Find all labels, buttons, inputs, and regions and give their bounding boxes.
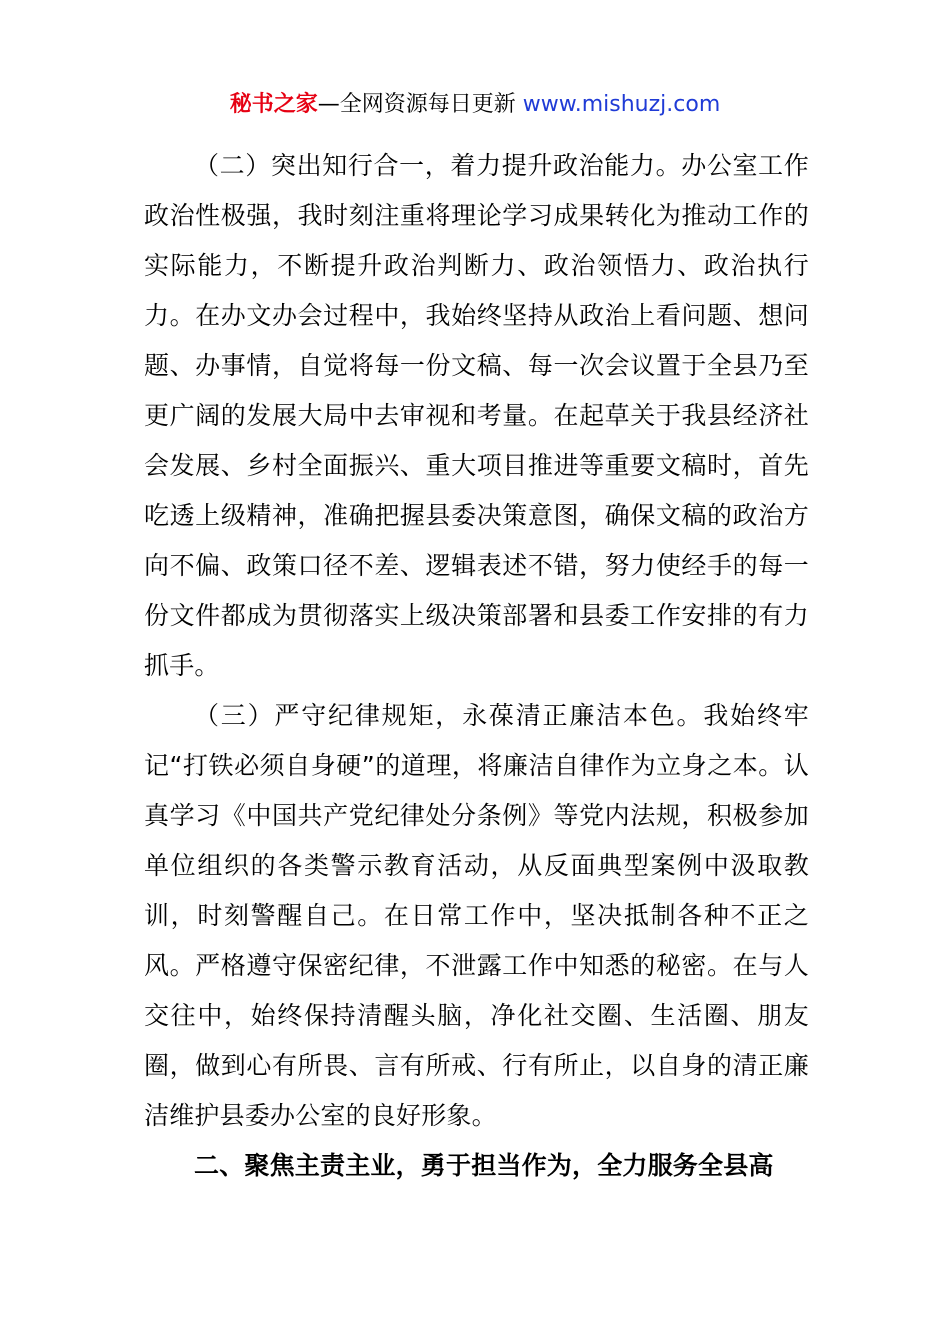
paragraph-political-ability: （二）突出知行合一，着力提升政治能力。办公室工作政治性极强，我时刻注重将理论学习成果转化为推动工作的实际能力，不断提升政治判断力、政治领悟力、政治执行力。在办文办会过程中，我始终坚持从政治上看问题、想问题、办事情，自觉将每一份文稿、每一次会议置于全县乃至更广阔的发展大局中去审视和考量。在起草关于我县经济社会发展、乡村全面振兴、重大项目推进等重要文稿时，首先吃透上级精神，准确把握县委决策意图，确保文稿的政治方向不偏、政策口径不差、逻辑表述不错，努力使经手的每一份文件都成为贯彻落实上级决策部署和县委工作安排的有力抓手。 <box>144 151 809 680</box>
site-header <box>0 88 950 122</box>
document-body <box>144 141 809 1191</box>
brand-name: 秘书之家 <box>229 92 318 117</box>
header-tagline: —全网资源每日更新 <box>317 92 523 117</box>
section-heading: 二、聚焦主责主业，勇于担当作为，全力服务全县高 <box>194 1151 774 1180</box>
header-url-link[interactable]: www.mishuzj.com <box>522 92 721 117</box>
paragraph-integrity-discipline: （三）严守纪律规矩，永葆清正廉洁本色。我始终牢记“打铁必须自身硬”的道理，将廉洁自律作为立身之本。认真学习《中国共产党纪律处分条例》等党内法规，积极参加单位组织的各类警示教育活动，从反面典型案例中汲取教训，时刻警醒自己。在日常工作中，坚决抵制各种不正之风。严格遵守保密纪律，不泄露工作中知悉的秘密。在与人交往中，始终保持清醒头脑，净化社交圈、生活圈、朋友圈，做到心有所畏、言有所戒、行有所止，以自身的清正廉洁维护县委办公室的良好形象。 <box>144 701 809 1130</box>
